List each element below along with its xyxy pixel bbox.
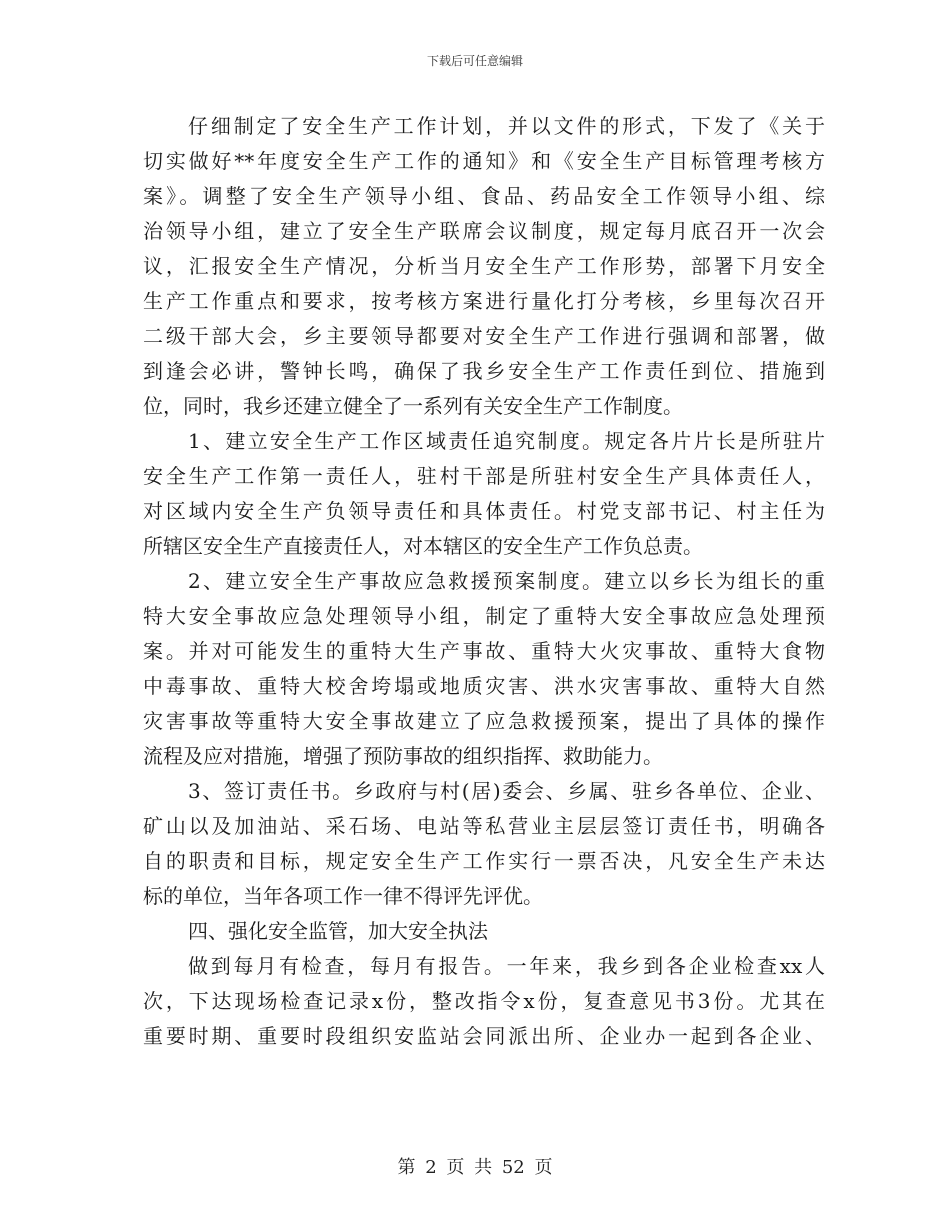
text-line: 中毒事故、重特大校舍垮塌或地质灾害、洪水灾害事故、重特大自然 — [143, 674, 825, 698]
text-line: 安全生产工作第一责任人，驻村干部是所驻村安全生产具体责任人， — [143, 464, 825, 488]
page-header: 下载后可任意编辑 — [426, 54, 523, 68]
text-line: 案》。调整了安全生产领导小组、食品、药品安全工作领导小组、综 — [143, 184, 825, 208]
text-line: 到逢会必讲，警钟长鸣，确保了我乡安全生产工作责任到位、措施到 — [143, 359, 825, 383]
text-line: 所辖区安全生产直接责任人，对本辖区的安全生产工作负总责。 — [143, 534, 703, 558]
text-line: 治领导小组，建立了安全生产联席会议制度，规定每月底召开一次会 — [143, 219, 825, 243]
text-line: 仔细制定了安全生产工作计划，并以文件的形式，下发了《关于 — [188, 114, 825, 138]
text-line: 标的单位，当年各项工作一律不得评先评优。 — [143, 884, 543, 908]
text-line: 做到每月有检查，每月有报告。一年来，我乡到各企业检查xx人 — [188, 954, 825, 978]
text-line: 二级干部大会，乡主要领导都要对安全生产工作进行强调和部署，做 — [143, 324, 825, 348]
text-line: 生产工作重点和要求，按考核方案进行量化打分考核，乡里每次召开 — [143, 289, 825, 313]
text-line: 灾害事故等重特大安全事故建立了应急救援预案，提出了具体的操作 — [143, 709, 825, 733]
text-line: 议，汇报安全生产情况，分析当月安全生产工作形势，部署下月安全 — [143, 254, 825, 278]
document-body — [143, 109, 825, 1054]
text-line: 案。并对可能发生的重特大生产事故、重特大火灾事故、重特大食物 — [143, 639, 825, 663]
text-line: 四、强化安全监管，加大安全执法 — [188, 919, 488, 943]
text-line: 位，同时，我乡还建立健全了一系列有关安全生产工作制度。 — [143, 394, 683, 418]
text-line: 1、建立安全生产工作区域责任追究制度。规定各片片长是所驻片 — [188, 429, 825, 453]
text-line: 3、签订责任书。乡政府与村(居)委会、乡属、驻乡各单位、企业、 — [188, 779, 825, 803]
text-line: 2、建立安全生产事故应急救援预案制度。建立以乡长为组长的重 — [188, 569, 825, 593]
text-line: 重要时期、重要时段组织安监站会同派出所、企业办一起到各企业、 — [143, 1024, 825, 1048]
text-line: 对区域内安全生产负领导责任和具体责任。村党支部书记、村主任为 — [143, 499, 825, 523]
text-line: 切实做好**年度安全生产工作的通知》和《安全生产目标管理考核方 — [143, 149, 825, 173]
text-line: 特大安全事故应急处理领导小组，制定了重特大安全事故应急处理预 — [143, 604, 825, 628]
text-line: 自的职责和目标，规定安全生产工作实行一票否决，凡安全生产未达 — [143, 849, 825, 873]
text-line: 矿山以及加油站、采石场、电站等私营业主层层签订责任书，明确各 — [143, 814, 825, 838]
text-line: 次，下达现场检查记录x份，整改指令x份，复查意见书3份。尤其在 — [143, 989, 825, 1013]
text-line: 流程及应对措施，增强了预防事故的组织指挥、救助能力。 — [143, 744, 663, 768]
page-footer: 第 2 页 共 52 页 — [397, 1157, 553, 1178]
